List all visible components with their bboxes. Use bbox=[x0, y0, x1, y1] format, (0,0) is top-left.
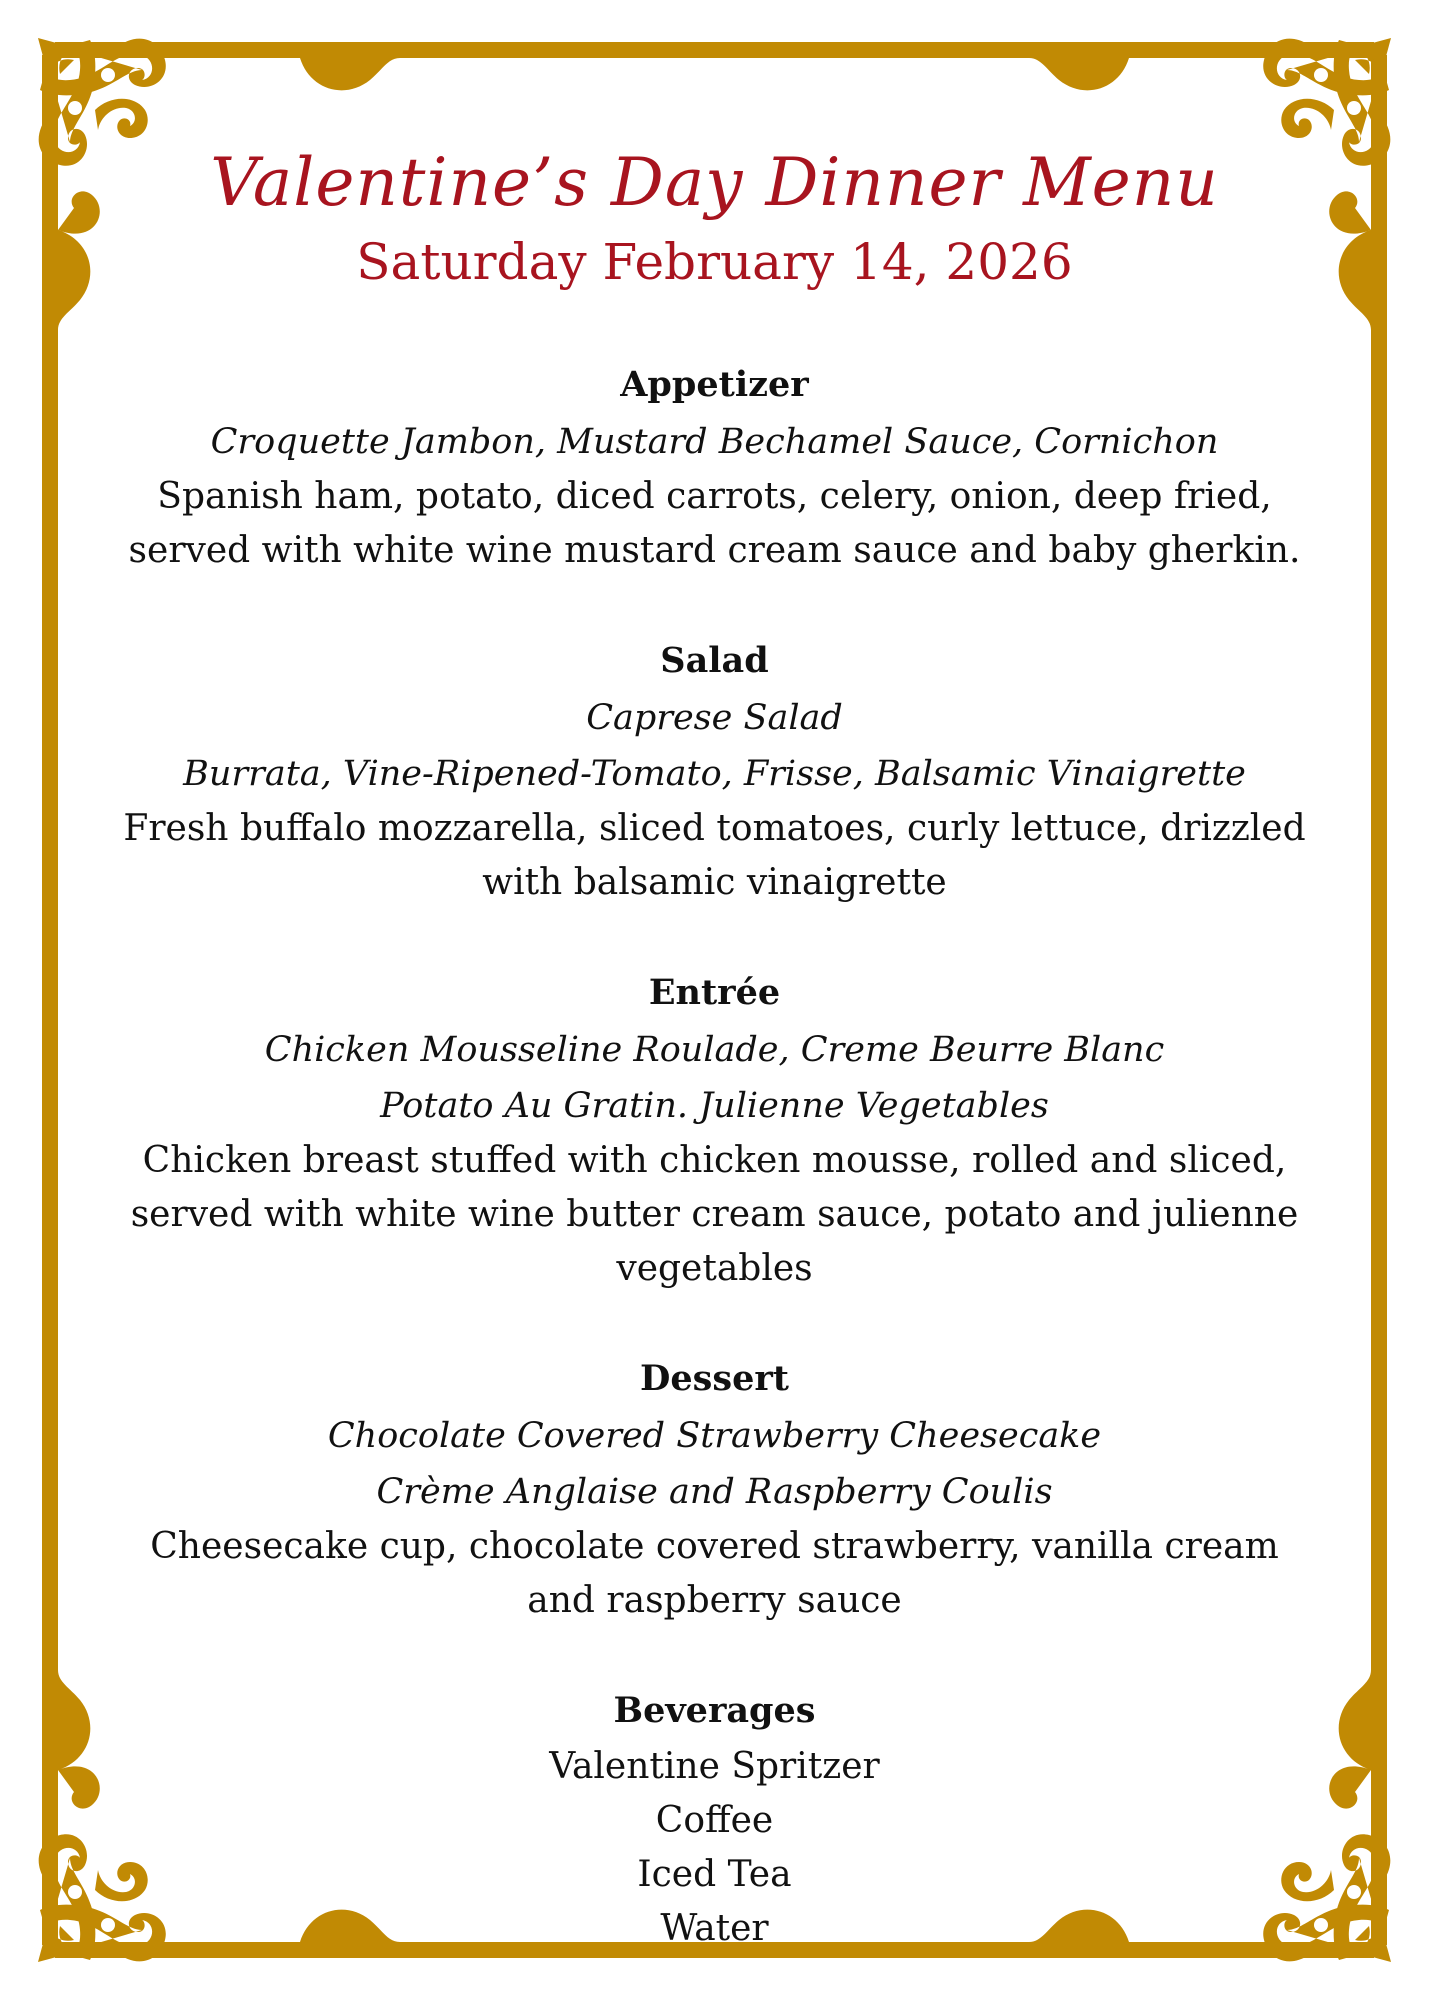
section-beverages bbox=[100, 1682, 1329, 1956]
section-appetizer bbox=[100, 356, 1329, 578]
section-salad bbox=[100, 632, 1329, 910]
beverage-item: Valentine Spritzer bbox=[549, 1746, 880, 1787]
dish-description: Spanish ham, potato, diced carrots, celery, onion, deep fried, served with white wine mustard cream sauce and baby gherkin. bbox=[128, 476, 1301, 571]
section-heading: Appetizer bbox=[620, 364, 809, 405]
beverage-item: Coffee bbox=[655, 1800, 774, 1841]
dish-name: Croquette Jambon, Mustard Bechamel Sauce, Cornichon bbox=[210, 422, 1219, 462]
dish-description: Chicken breast stuffed with chicken mousse, rolled and sliced, served with white wine butter cream sauce, potato and julienne vegetables bbox=[130, 1140, 1299, 1289]
beverage-item: Iced Tea bbox=[637, 1854, 792, 1895]
beverage-item: Water bbox=[660, 1908, 769, 1949]
menu-sections bbox=[100, 356, 1329, 1956]
section-heading: Dessert bbox=[640, 1358, 789, 1399]
menu-title: Valentine’s Day Dinner Menu bbox=[210, 144, 1219, 221]
section-entree bbox=[100, 964, 1329, 1296]
dish-name: Chicken Mousseline Roulade, Creme Beurre Blanc bbox=[264, 1030, 1165, 1070]
dish-description: Cheesecake cup, chocolate covered strawberry, vanilla cream and raspberry sauce bbox=[150, 1526, 1279, 1621]
section-heading: Salad bbox=[660, 640, 769, 681]
menu-content bbox=[100, 120, 1329, 1956]
dish-sauces: Crème Anglaise and Raspberry Coulis bbox=[376, 1472, 1053, 1512]
menu-date: Saturday February 14, 2026 bbox=[356, 233, 1073, 291]
dish-sides: Potato Au Gratin. Julienne Vegetables bbox=[380, 1086, 1049, 1126]
dish-components: Burrata, Vine-Ripened-Tomato, Frisse, Balsamic Vinaigrette bbox=[183, 754, 1246, 794]
dish-name: Chocolate Covered Strawberry Cheesecake bbox=[327, 1416, 1102, 1456]
section-dessert bbox=[100, 1350, 1329, 1628]
section-heading: Beverages bbox=[613, 1690, 816, 1731]
section-heading: Entrée bbox=[648, 972, 781, 1013]
dish-name: Caprese Salad bbox=[586, 698, 843, 738]
dish-description: Fresh buffalo mozzarella, sliced tomatoes, curly lettuce, drizzled with balsamic vinaigrette bbox=[123, 808, 1306, 903]
